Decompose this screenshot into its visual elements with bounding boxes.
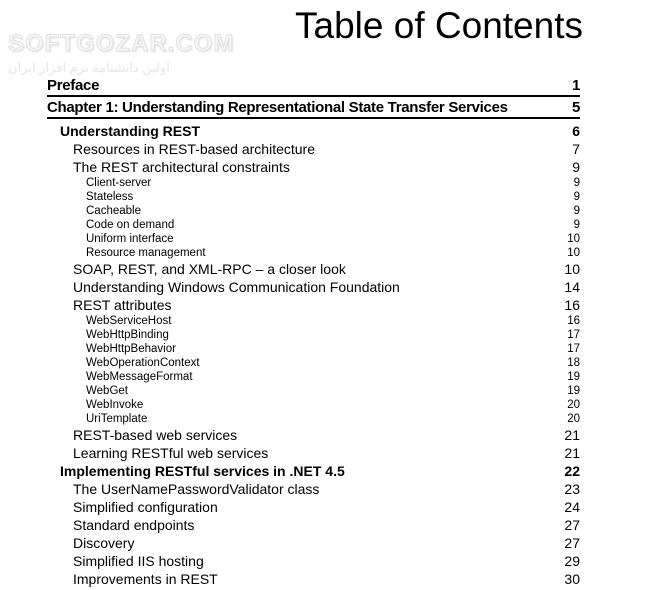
toc-entry[interactable] [47, 398, 580, 412]
toc-entry-label: SOAP, REST, and XML-RPC – a closer look [73, 261, 346, 277]
toc-entry[interactable] [47, 176, 580, 190]
toc-entry-label: Understanding REST [60, 123, 201, 139]
toc-entry-label: REST-based web services [73, 427, 238, 443]
toc-entry-page-number: 21 [564, 445, 580, 461]
toc-entry-page-number: 10 [564, 261, 580, 277]
toc-entry-page-number: 9 [573, 219, 580, 231]
toc-entry-page-number: 10 [567, 233, 580, 245]
toc-entry-label: The REST architectural constraints [73, 159, 290, 175]
toc-entry-page-number: 9 [573, 205, 580, 217]
toc-entry-label: Simplified IIS hosting [73, 553, 204, 569]
toc-entry[interactable] [47, 534, 580, 552]
toc-entry-page-number: 17 [567, 343, 580, 355]
toc-entry[interactable] [47, 278, 580, 296]
toc-entry-label: Simplified configuration [73, 499, 218, 515]
toc-entry-label: Resources in REST-based architecture [73, 141, 315, 157]
toc-entry-page-number: 27 [564, 535, 580, 551]
toc-entry[interactable] [47, 260, 580, 278]
toc-entry-page-number: 19 [567, 385, 580, 397]
toc-entry-page-number: 7 [572, 141, 580, 157]
toc-entry[interactable] [47, 190, 580, 204]
toc-entry-label: Preface [47, 77, 100, 94]
toc-entry-label: UriTemplate [86, 413, 148, 425]
toc-entry-label: Implementing RESTful services in .NET 4.5 [60, 463, 345, 479]
toc-entry[interactable] [47, 204, 580, 218]
toc-entry-page-number: 16 [567, 315, 580, 327]
toc-entry-label: Improvements in REST [73, 571, 218, 587]
toc-entry-label: Client-server [86, 177, 152, 189]
toc-entry[interactable] [47, 328, 580, 342]
toc-entry-page-number: 23 [564, 481, 580, 497]
toc-entry-page-number: 24 [564, 499, 580, 515]
toc-entry-page-number: 27 [564, 517, 580, 533]
toc-entry[interactable] [47, 232, 580, 246]
toc-entry[interactable] [47, 498, 580, 516]
toc-entry[interactable] [47, 370, 580, 384]
toc-entry[interactable] [47, 78, 580, 97]
watermark-logo-text: SOFTGOZAR.COM [8, 30, 235, 57]
toc-entry-label: Understanding Windows Communication Foundation [73, 279, 400, 295]
toc-entry-label: Resource management [86, 247, 206, 259]
toc-entry-label: WebHttpBinding [86, 329, 169, 341]
toc-entry-page-number: 20 [567, 399, 580, 411]
toc-entry-page-number: 19 [567, 371, 580, 383]
toc-entry-page-number: 29 [564, 553, 580, 569]
toc-entry[interactable] [47, 100, 580, 119]
toc-entry-page-number: 14 [564, 279, 580, 295]
toc-entry-label: Cacheable [86, 205, 141, 217]
toc-entry[interactable] [47, 140, 580, 158]
toc-entry-label: Learning RESTful web services [73, 445, 269, 461]
toc-entry[interactable] [47, 462, 580, 480]
toc-entry-label: WebServiceHost [86, 315, 172, 327]
toc-entry[interactable] [47, 412, 580, 426]
toc-entry-page-number: 16 [564, 297, 580, 313]
toc-entry-label: WebInvoke [86, 399, 144, 411]
toc-entry-label: Code on demand [86, 219, 175, 231]
watermark-subtitle-text: اولین دانشنامه نرم افزار ایران [8, 60, 170, 75]
toc-entry-label: The UserNamePasswordValidator class [73, 481, 320, 497]
toc-entry-label: WebOperationContext [86, 357, 200, 369]
toc-entry-label: REST attributes [73, 297, 172, 313]
toc-entry-page-number: 21 [564, 427, 580, 443]
toc-entry-page-number: 5 [571, 99, 580, 116]
toc-entry-label: WebMessageFormat [86, 371, 193, 383]
toc-entry[interactable] [47, 552, 580, 570]
toc-entry[interactable] [47, 246, 580, 260]
toc-entry[interactable] [47, 342, 580, 356]
toc-entry-page-number: 9 [573, 191, 580, 203]
toc-entry[interactable] [47, 356, 580, 370]
page-title: Table of Contents [295, 5, 583, 46]
toc-entry[interactable] [47, 570, 580, 588]
toc-entry[interactable] [47, 314, 580, 328]
toc-entry-page-number: 1 [571, 77, 580, 94]
toc-entry-page-number: 20 [567, 413, 580, 425]
toc-entry-page-number: 22 [564, 463, 580, 479]
toc-entry[interactable] [47, 444, 580, 462]
toc-entry-label: Discovery [73, 535, 135, 551]
toc-entry-label: Chapter 1: Understanding Representational State Transfer Services [47, 99, 508, 116]
toc-entry[interactable] [47, 296, 580, 314]
toc-entry-label: WebHttpBehavior [86, 343, 176, 355]
toc-entry-label: WebGet [86, 385, 128, 397]
toc-entry[interactable] [47, 480, 580, 498]
toc-list [47, 78, 580, 588]
toc-entry[interactable] [47, 122, 580, 140]
toc-entry-label: Uniform interface [86, 233, 174, 245]
toc-entry[interactable] [47, 158, 580, 176]
toc-entry[interactable] [47, 426, 580, 444]
toc-entry[interactable] [47, 384, 580, 398]
toc-entry-page-number: 6 [572, 123, 580, 139]
watermark [8, 30, 234, 76]
toc-entry-page-number: 9 [573, 177, 580, 189]
toc-entry-label: Standard endpoints [73, 517, 195, 533]
toc-entry-page-number: 18 [567, 357, 580, 369]
toc-entry[interactable] [47, 516, 580, 534]
toc-entry-label: Stateless [86, 191, 134, 203]
toc-entry-page-number: 17 [567, 329, 580, 341]
toc-entry-page-number: 9 [572, 159, 580, 175]
toc-entry[interactable] [47, 218, 580, 232]
toc-entry-page-number: 10 [567, 247, 580, 259]
toc-entry-page-number: 30 [564, 571, 580, 587]
